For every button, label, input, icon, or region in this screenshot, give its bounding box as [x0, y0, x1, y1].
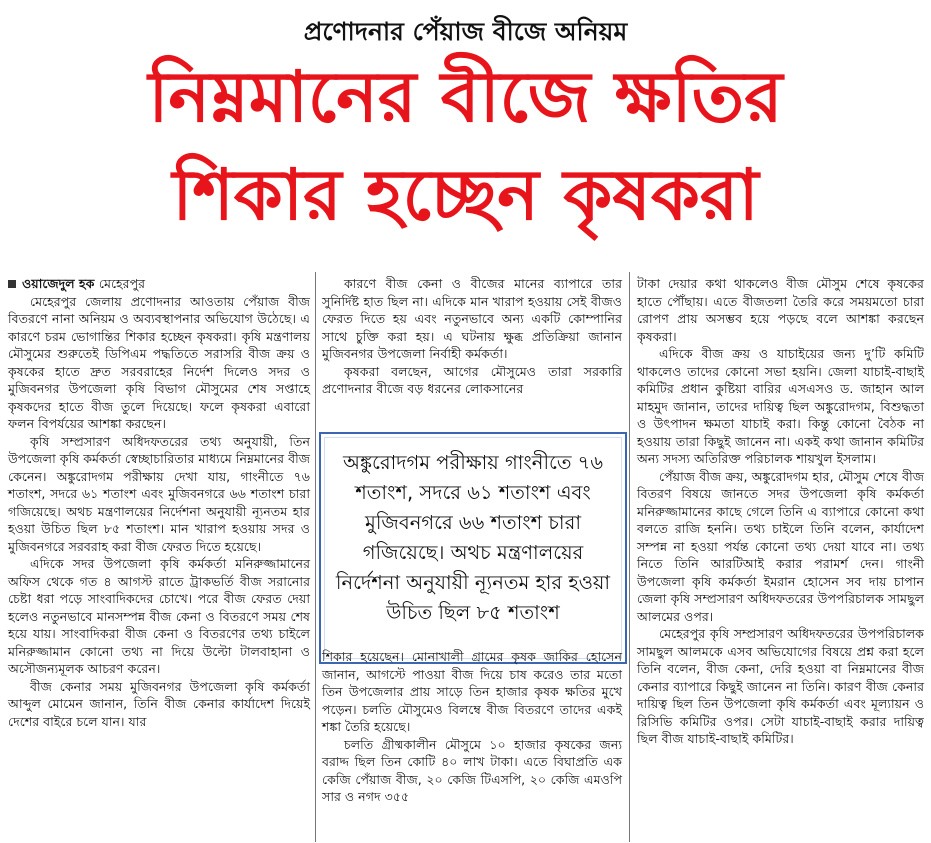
- column-1: [8, 275, 310, 730]
- paragraph: কৃষকরা বলছেন, আগের মৌসুমেও তারা সরকারি প্রণোদনার বীজে বড় ধরনের লোকসানের: [322, 363, 622, 396]
- paragraph: চলতি গ্রীষ্মকালীন মৌসুমে ১০ হাজার কৃষকের জন্য বরাদ্দ ছিল তিন কোটি ৪০ লাখ টাকা। এতে বিঘাপ্রতি এক কেজি পেঁয়াজ বীজ, ২০ কেজি টিএসপি, ২০ কেজি এমওপি সার ও নগদ ৩৫৫: [322, 736, 622, 804]
- paragraph: মেহেরপুর কৃষি সম্প্রসারণ অধিদফতরের উপপরিচালক সামছুল আলমকে এসব অভিযোগের বিষয়ে প্রশ্ন করা হলে তিনি বলেন, বীজ কেনা, দেরি হওয়া বা নিম্নমানের বীজ কেনার ব্যাপারে কিছুই জানেন না তিনি। কারণ বীজ কেনার দায়িত্ব ছিল তিন উপজেলা কৃষি কর্মকর্তা এবং মূল্যায়ন ও রিসিভি কমিটির ওপর। সেটা যাচাই-বাছাই করার দায়িত্ব ছিল বীজ যাচাই-বাছাই কমিটির।: [637, 626, 924, 746]
- column-3: [637, 275, 924, 748]
- paragraph: কারণে বীজ কেনা ও বীজের মানের ব্যাপারে তার সুনির্দিষ্ট হাত ছিল না। এদিকে মান খারাপ হওয়ায় সেই বীজও ফেরত দিতে হয় এবং নতুনভাবে অন্য একটি কোম্পানির সাথে চুক্তি করা হয়। এ ঘটনায় ক্ষুব্ধ প্রতিক্রিয়া জানান মুজিবনগর উপজেলা নির্বাহী কর্মকর্তা।: [322, 276, 622, 361]
- headline-line-1: নিম্নমানের বীজে ক্ষতির: [148, 56, 783, 138]
- paragraph: এদিকে সদর উপজেলা কৃষি কর্মকর্তা মনিরুজ্জামানের অফিস থেকে গত ৪ আগস্ট রাতে ট্রাকভর্তি বীজ সরানোর চেষ্টা ধরা পড়ে সাংবাদিকদের চোখে। পরে বীজ ফেরত দেয়া হলেও নতুনভাবে মানসম্পন্ন বীজ কেনা ও বিতরণে সময় শেষ হয়ে যায়। সাংবাদিকরা বীজ কেনা ও বিতরণের তথ্য চাইলে মনিরুজ্জামান কোনো তথ্য না দিয়ে উল্টো টালবাহানা ও অসৌজন্যমূলক আচরণ করেন।: [8, 556, 310, 676]
- kicker: প্রণোদনার পেঁয়াজ বীজে অনিয়ম: [303, 17, 628, 46]
- column-divider: [629, 272, 630, 842]
- byline-author: ওয়াজেদুল হক: [22, 276, 95, 291]
- byline-place: মেহেরপুর: [98, 276, 146, 291]
- paragraph: বীজ কেনার সময় মুজিবনগর উপজেলা কৃষি কর্মকর্তা আব্দুল মোমেন জানান, তিনি বীজ কেনার কার্যাদেশ দিয়েই দেশের বাইরে চলে যান। যার: [8, 678, 310, 729]
- paragraph: এদিকে বীজ ক্রয় ও যাচাইয়ের জন্য দু’টি কমিটি থাকলেও তাদের কোনো সভা হয়নি। জেলা যাচাই-বাছাই কমিটির প্রধান কুষ্টিয়া বারির এসএসও ড. জাহান আল মাহমুদ জানান, তাদের দায়িত্ব ছিল অঙ্কুরোদগম, বিশুদ্ধতা ও উৎপাদন ক্ষমতা যাচাই করা। কিন্তু কোনো বৈঠক না হওয়ায় তারা কিছুই জানেন না। একই কথা জানান কমিটির অন্য সদস্য অতিরিক্ত পরিচালক শায়খুল ইসলাম।: [637, 346, 924, 466]
- column-divider: [315, 272, 316, 842]
- paragraph: মেহেরপুর জেলায় প্রণোদনার আওতায় পেঁয়াজ বীজ বিতরণে নানা অনিয়ম ও অব্যবস্থাপনার অভিযোগ উঠেছে। এ কারণে চরম ভোগান্তির শিকার হচ্ছেন কৃষকরা। কৃষি মন্ত্রণালয় মৌসুমের শুরুতেই ডিপিএম পদ্ধতিতে সরাসরি বীজ ক্রয় ও কৃষকের হাতে দ্রুত সরবরাহের নির্দেশ দিলেও সদর ও মুজিবনগর উপজেলা কৃষি বিভাগ মৌসুমের শেষ সপ্তাহে কৃষকদের হাতে বীজ তুলে দিয়েছে। ফলে কৃষকরা এবারো ফলন বিপর্যয়ের আশঙ্কা করছেন।: [8, 293, 310, 431]
- bullet-icon: [8, 280, 16, 288]
- column-2-continued: [322, 648, 622, 806]
- pull-quote: অঙ্কুরোদগম পরীক্ষায় গাংনীতে ৭৬ শতাংশ, সদরে ৬১ শতাংশ এবং মুজিবনগরে ৬৬ শতাংশ চারা গজিয়েছে। অথচ মন্ত্রণালয়ের নির্দেশনা অনুযায়ী ন্যূনতম হার হওয়া উচিত ছিল ৮৫ শতাংশ: [319, 432, 627, 664]
- paragraph: পেঁয়াজ বীজ ক্রয়, অঙ্কুরোদগম হার, মৌসুম শেষে বীজ বিতরণ বিষয়ে জানতে সদর উপজেলা কৃষি কর্মকর্তা মনিরুজ্জামানের কাছে গেলে তিনি এ ব্যাপারে কোনো কথা বলতে রাজি হননি। তথ্য চাইলে তিনি বলেন, কার্যাদেশ সম্পন্ন না হওয়া পর্যন্ত কোনো তথ্য দেয়া যাবে না। তথ্য নিতে তিনি আরটিআই করার পরামর্শ দেন। গাংনী উপজেলা কৃষি কর্মকর্তা ইমরান হোসেন সব দায় চাপান জেলা কৃষি সম্প্রসারণ অধিদফতরের উপপরিচালক সামছুল আলমের ওপর।: [637, 468, 924, 624]
- headline-line-2: শিকার হচ্ছেন কৃষকরা: [172, 154, 759, 236]
- column-2: [322, 275, 622, 398]
- paragraph: কৃষি সম্প্রসারণ অধিদফতরের তথ্য অনুযায়ী, তিন উপজেলা কৃষি কর্মকর্তা স্বেচ্ছাচারিতার মাধ্যমে নিম্নমানের বীজ কেনেন। অঙ্কুরোদগম পরীক্ষায় দেখা যায়, গাংনীতে ৭৬ শতাংশ, সদরে ৬১ শতাংশ এবং মুজিবনগরে ৬৬ শতাংশ চারা গজিয়েছে। অথচ মন্ত্রণালয়ের নির্দেশনা অনুযায়ী ন্যূনতম হার হওয়া উচিত ছিল ৮৫ শতাংশ। মান খারাপ হওয়ায় সদর ও মুজিবনগরে সরবরাহ করা বীজ ফেরত দিতে হয়েছে।: [8, 433, 310, 554]
- byline: [8, 275, 310, 293]
- paragraph: শিকার হয়েছেন। মোনাখালী গ্রামের কৃষক জাকির হোসেন জানান, আগস্টে পাওয়া বীজ দিয়ে চাষ করেও তার মতো তিন উপজেলার প্রায় সাড়ে তিন হাজার কৃষক ক্ষতির মুখে পড়েন। চলতি মৌসুমেও বিলম্বে বীজ বিতরণে তাদের একই শঙ্কা তৈরি হয়েছে।: [322, 649, 622, 734]
- paragraph: টাকা দেয়ার কথা থাকলেও বীজ মৌসুম শেষে কৃষকের হাতে পৌঁছায়। এতে বীজতলা তৈরি করে সময়মতো চারা রোপণ প্রায় অসম্ভব হয়ে পড়ছে বলে আশঙ্কা করছেন কৃষকরা।: [637, 276, 924, 344]
